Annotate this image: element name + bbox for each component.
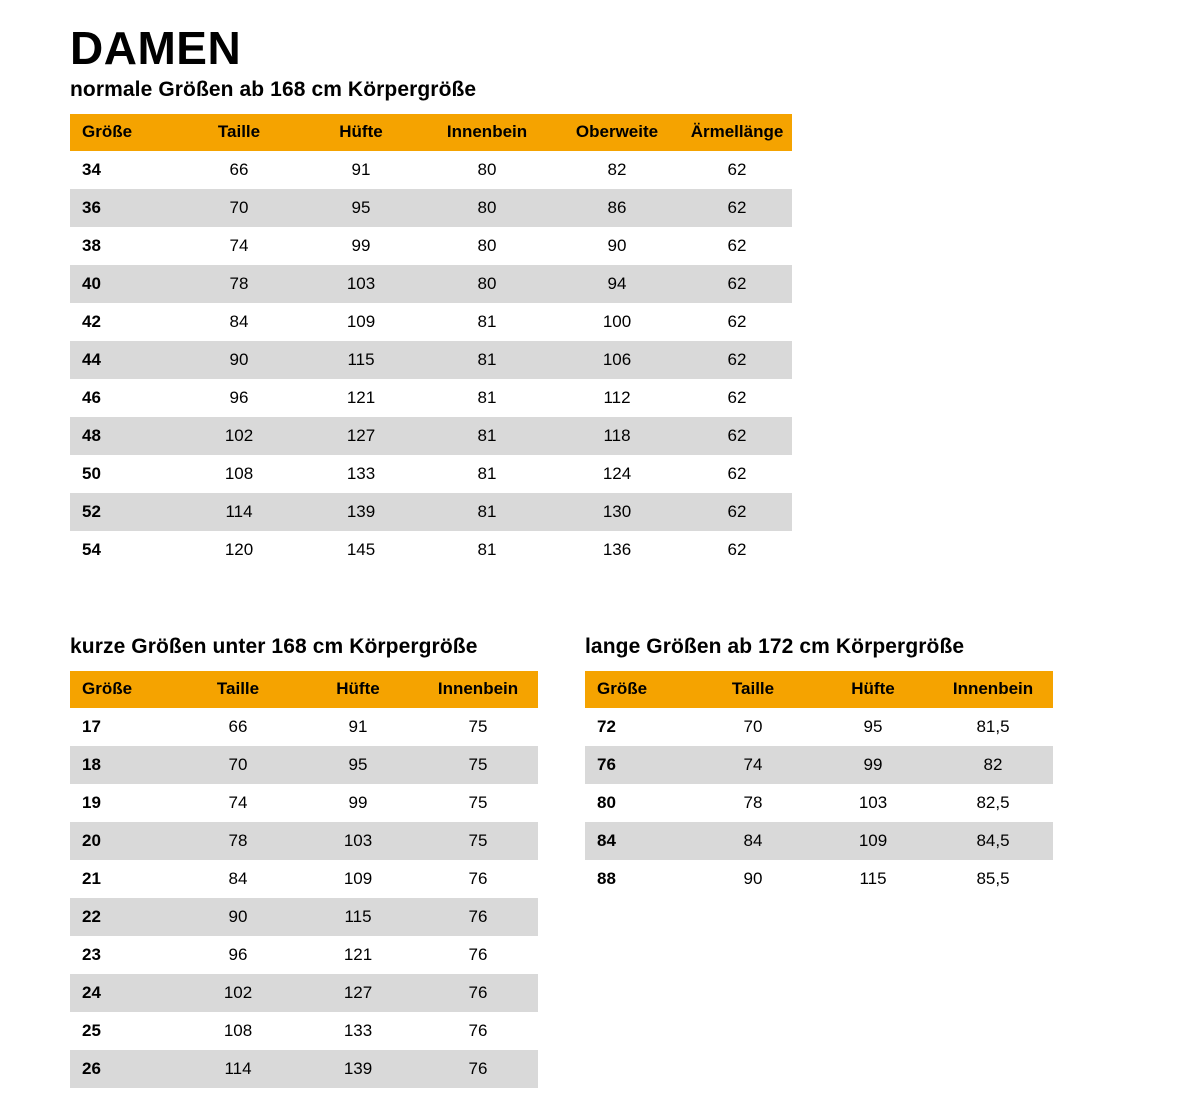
table-row — [70, 1050, 538, 1088]
table-row — [70, 974, 538, 1012]
cell-value: 109 — [298, 860, 418, 898]
section-subtitle-long: lange Größen ab 172 cm Körpergröße — [585, 635, 965, 659]
cell-value: 62 — [682, 189, 792, 227]
cell-value: 100 — [552, 303, 682, 341]
table-normal-sizes — [70, 114, 792, 569]
cell-value: 80 — [422, 265, 552, 303]
cell-size: 76 — [585, 746, 693, 784]
cell-value: 62 — [682, 151, 792, 189]
cell-size: 38 — [70, 227, 178, 265]
table-row — [70, 379, 792, 417]
table-row — [585, 708, 1053, 746]
cell-value: 85,5 — [933, 860, 1053, 898]
cell-value: 99 — [300, 227, 422, 265]
cell-value: 62 — [682, 531, 792, 569]
cell-value: 62 — [682, 417, 792, 455]
table-header-row — [70, 671, 538, 708]
column-header-innenbein: Innenbein — [418, 671, 538, 708]
cell-value: 66 — [178, 151, 300, 189]
cell-value: 62 — [682, 493, 792, 531]
table-row — [585, 822, 1053, 860]
cell-size: 42 — [70, 303, 178, 341]
cell-value: 136 — [552, 531, 682, 569]
table-row — [70, 151, 792, 189]
table-row — [70, 784, 538, 822]
cell-size: 50 — [70, 455, 178, 493]
cell-value: 95 — [300, 189, 422, 227]
cell-size: 84 — [585, 822, 693, 860]
table-row — [585, 784, 1053, 822]
cell-size: 22 — [70, 898, 178, 936]
cell-value: 70 — [178, 189, 300, 227]
cell-value: 76 — [418, 860, 538, 898]
cell-value: 108 — [178, 1012, 298, 1050]
cell-size: 80 — [585, 784, 693, 822]
cell-size: 88 — [585, 860, 693, 898]
cell-size: 21 — [70, 860, 178, 898]
cell-value: 81 — [422, 303, 552, 341]
cell-value: 108 — [178, 455, 300, 493]
cell-value: 74 — [693, 746, 813, 784]
table-row — [70, 531, 792, 569]
cell-value: 114 — [178, 1050, 298, 1088]
cell-size: 23 — [70, 936, 178, 974]
cell-value: 121 — [300, 379, 422, 417]
cell-value: 82,5 — [933, 784, 1053, 822]
cell-value: 90 — [552, 227, 682, 265]
cell-size: 48 — [70, 417, 178, 455]
cell-value: 102 — [178, 974, 298, 1012]
cell-size: 36 — [70, 189, 178, 227]
table-row — [70, 455, 792, 493]
column-header-gr-e: Größe — [585, 671, 693, 708]
cell-value: 81 — [422, 455, 552, 493]
cell-size: 46 — [70, 379, 178, 417]
cell-value: 133 — [298, 1012, 418, 1050]
table-row — [70, 303, 792, 341]
cell-size: 25 — [70, 1012, 178, 1050]
cell-value: 103 — [813, 784, 933, 822]
table-row — [70, 1012, 538, 1050]
cell-value: 118 — [552, 417, 682, 455]
cell-size: 72 — [585, 708, 693, 746]
column-header-innenbein: Innenbein — [933, 671, 1053, 708]
cell-value: 76 — [418, 1012, 538, 1050]
cell-value: 78 — [693, 784, 813, 822]
table-row — [70, 822, 538, 860]
cell-value: 76 — [418, 974, 538, 1012]
cell-value: 80 — [422, 227, 552, 265]
column-header-gr-e: Größe — [70, 671, 178, 708]
cell-value: 95 — [813, 708, 933, 746]
cell-value: 81 — [422, 531, 552, 569]
table-row — [585, 860, 1053, 898]
cell-value: 99 — [298, 784, 418, 822]
cell-value: 90 — [178, 898, 298, 936]
cell-size: 40 — [70, 265, 178, 303]
table-long-body — [585, 708, 1053, 898]
column-header-taille: Taille — [178, 671, 298, 708]
column-header-oberweite: Oberweite — [552, 114, 682, 151]
cell-value: 109 — [813, 822, 933, 860]
cell-size: 44 — [70, 341, 178, 379]
cell-value: 103 — [300, 265, 422, 303]
cell-value: 114 — [178, 493, 300, 531]
cell-value: 94 — [552, 265, 682, 303]
cell-size: 52 — [70, 493, 178, 531]
table-row — [70, 341, 792, 379]
cell-value: 109 — [300, 303, 422, 341]
table-row — [70, 417, 792, 455]
column-header-gr-e: Größe — [70, 114, 178, 151]
cell-value: 76 — [418, 1050, 538, 1088]
table-header-row — [70, 114, 792, 151]
section-subtitle-normal: normale Größen ab 168 cm Körpergröße — [70, 78, 477, 102]
cell-value: 75 — [418, 784, 538, 822]
cell-value: 62 — [682, 227, 792, 265]
table-short-header — [70, 671, 538, 708]
cell-value: 84 — [693, 822, 813, 860]
cell-value: 139 — [298, 1050, 418, 1088]
column-header-taille: Taille — [693, 671, 813, 708]
table-row — [70, 493, 792, 531]
short-sizes-column — [70, 635, 538, 1088]
table-long-sizes — [585, 671, 1053, 898]
table-short-body — [70, 708, 538, 1088]
cell-size: 17 — [70, 708, 178, 746]
cell-value: 115 — [300, 341, 422, 379]
cell-value: 81,5 — [933, 708, 1053, 746]
cell-value: 99 — [813, 746, 933, 784]
cell-value: 76 — [418, 898, 538, 936]
cell-value: 81 — [422, 341, 552, 379]
cell-value: 82 — [552, 151, 682, 189]
cell-value: 91 — [298, 708, 418, 746]
cell-value: 78 — [178, 265, 300, 303]
table-row — [70, 265, 792, 303]
cell-size: 20 — [70, 822, 178, 860]
cell-value: 62 — [682, 379, 792, 417]
cell-value: 86 — [552, 189, 682, 227]
cell-value: 96 — [178, 379, 300, 417]
table-long-header — [585, 671, 1053, 708]
cell-value: 90 — [693, 860, 813, 898]
table-row — [70, 860, 538, 898]
cell-value: 115 — [298, 898, 418, 936]
cell-value: 127 — [298, 974, 418, 1012]
cell-size: 26 — [70, 1050, 178, 1088]
table-row — [70, 746, 538, 784]
cell-value: 62 — [682, 341, 792, 379]
cell-value: 75 — [418, 746, 538, 784]
cell-value: 95 — [298, 746, 418, 784]
column-header-h-fte: Hüfte — [300, 114, 422, 151]
cell-value: 80 — [422, 151, 552, 189]
long-sizes-column — [585, 635, 1053, 1088]
lower-tables-area — [70, 635, 1120, 1088]
column-header-taille: Taille — [178, 114, 300, 151]
table-short-sizes — [70, 671, 538, 1088]
table-header-row — [585, 671, 1053, 708]
table-row — [70, 708, 538, 746]
cell-value: 127 — [300, 417, 422, 455]
table-row — [70, 227, 792, 265]
cell-value: 102 — [178, 417, 300, 455]
cell-value: 78 — [178, 822, 298, 860]
cell-value: 81 — [422, 379, 552, 417]
cell-value: 96 — [178, 936, 298, 974]
cell-value: 84 — [178, 860, 298, 898]
table-row — [70, 898, 538, 936]
cell-size: 24 — [70, 974, 178, 1012]
cell-value: 91 — [300, 151, 422, 189]
cell-value: 145 — [300, 531, 422, 569]
cell-value: 70 — [693, 708, 813, 746]
table-normal-header — [70, 114, 792, 151]
cell-value: 106 — [552, 341, 682, 379]
cell-value: 133 — [300, 455, 422, 493]
column-header--rmell-nge: Ärmellänge — [682, 114, 792, 151]
cell-value: 103 — [298, 822, 418, 860]
cell-value: 80 — [422, 189, 552, 227]
cell-value: 130 — [552, 493, 682, 531]
cell-value: 74 — [178, 784, 298, 822]
table-row — [70, 936, 538, 974]
cell-size: 54 — [70, 531, 178, 569]
table-normal-body — [70, 151, 792, 569]
cell-value: 81 — [422, 417, 552, 455]
column-header-innenbein: Innenbein — [422, 114, 552, 151]
cell-value: 115 — [813, 860, 933, 898]
column-header-h-fte: Hüfte — [298, 671, 418, 708]
cell-value: 120 — [178, 531, 300, 569]
cell-value: 75 — [418, 708, 538, 746]
cell-value: 139 — [300, 493, 422, 531]
cell-value: 66 — [178, 708, 298, 746]
cell-value: 112 — [552, 379, 682, 417]
cell-size: 18 — [70, 746, 178, 784]
cell-value: 62 — [682, 265, 792, 303]
table-row — [585, 746, 1053, 784]
cell-size: 19 — [70, 784, 178, 822]
cell-value: 62 — [682, 455, 792, 493]
cell-size: 34 — [70, 151, 178, 189]
cell-value: 70 — [178, 746, 298, 784]
cell-value: 62 — [682, 303, 792, 341]
cell-value: 76 — [418, 936, 538, 974]
cell-value: 75 — [418, 822, 538, 860]
section-subtitle-short: kurze Größen unter 168 cm Körpergröße — [70, 635, 478, 659]
table-row — [70, 189, 792, 227]
column-header-h-fte: Hüfte — [813, 671, 933, 708]
cell-value: 121 — [298, 936, 418, 974]
cell-value: 74 — [178, 227, 300, 265]
cell-value: 82 — [933, 746, 1053, 784]
cell-value: 124 — [552, 455, 682, 493]
cell-value: 90 — [178, 341, 300, 379]
cell-value: 84,5 — [933, 822, 1053, 860]
page-title: DAMEN — [70, 22, 242, 74]
cell-value: 84 — [178, 303, 300, 341]
cell-value: 81 — [422, 493, 552, 531]
